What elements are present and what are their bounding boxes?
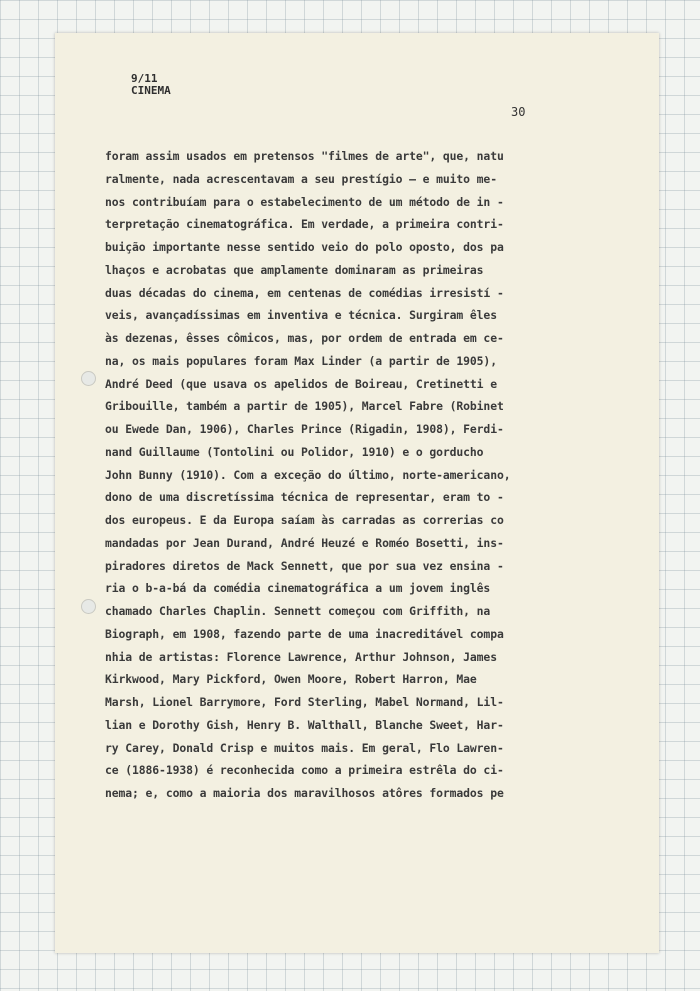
text-line: chamado Charles Chaplin. Sennett começou com Griffith, na xyxy=(105,604,491,618)
text-line: ria o b-a-bá da comédia cinematográfica a um jovem inglês xyxy=(105,581,491,596)
text-line: ce (1886-1938) é reconhecida como a primeira estrêla do ci- xyxy=(105,763,504,778)
text-line: buição importante nesse sentido veio do polo oposto, dos pa xyxy=(105,240,504,254)
text-line: Biograph, em 1908, fazendo parte de uma inacreditável compa xyxy=(105,626,504,641)
text-line: dono de uma discretíssima técnica de representar, eram to - xyxy=(105,490,504,505)
page-header xyxy=(131,73,171,97)
page-number: 30 xyxy=(511,105,526,119)
text-line: nema; e, como a maioria dos maravilhosos atôres formados pe xyxy=(105,786,504,800)
text-line: Kirkwood, Mary Pickford, Owen Moore, Robert Harron, Mae xyxy=(105,672,477,687)
header-reference: 9/11 xyxy=(131,72,158,85)
text-line: mandadas por Jean Durand, André Heuzé e Roméo Bosetti, ins- xyxy=(105,535,504,550)
text-line: dos europeus. E da Europa saíam às carradas as correrias co xyxy=(105,513,504,527)
text-line: nhia de artistas: Florence Lawrence, Arthur Johnson, James xyxy=(105,649,497,664)
text-line: na, os mais populares foram Max Linder (a partir de 1905), xyxy=(105,353,497,368)
text-line: foram assim usados em pretensos "filmes de arte", que, natu xyxy=(105,149,504,163)
text-line: duas décadas do cinema, em centenas de comédias irresistí - xyxy=(105,285,504,300)
typewritten-page xyxy=(55,33,659,953)
text-line: ralmente, nada acrescentavam a seu prestígio — e muito me- xyxy=(105,171,497,186)
text-line: piradores diretos de Mack Sennett, que por sua vez ensina - xyxy=(105,558,504,573)
text-line: ry Carey, Donald Crisp e muitos mais. Em geral, Flo Lawren- xyxy=(105,740,504,755)
text-line: Marsh, Lionel Barrymore, Ford Sterling, Mabel Normand, Lil- xyxy=(105,695,504,709)
punch-hole-lower xyxy=(81,599,96,614)
text-line: lian e Dorothy Gish, Henry B. Walthall, Blanche Sweet, Har- xyxy=(105,717,504,732)
text-line: nand Guillaume (Tontolini ou Polidor, 1910) e o gorducho xyxy=(105,444,484,459)
text-line: John Bunny (1910). Com a exceção do último, norte-americano, xyxy=(105,467,511,482)
text-line: André Deed (que usava os apelidos de Boireau, Cretinetti e xyxy=(105,376,497,391)
text-line: veis, avançadíssimas em inventiva e técnica. Surgiram êles xyxy=(105,308,497,323)
text-line: Gribouille, também a partir de 1905), Marcel Fabre (Robinet xyxy=(105,399,504,414)
body-text xyxy=(105,145,625,805)
punch-hole-upper xyxy=(81,371,96,386)
header-section: CINEMA xyxy=(131,84,171,97)
text-line: às dezenas, êsses cômicos, mas, por ordem de entrada em ce- xyxy=(105,331,504,345)
text-line: nos contribuíam para o estabelecimento de um método de in - xyxy=(105,194,504,209)
text-line: ou Ewede Dan, 1906), Charles Prince (Rigadin, 1908), Ferdi- xyxy=(105,422,504,436)
text-line: terpretação cinematográfica. Em verdade, a primeira contri- xyxy=(105,217,504,232)
text-line: lhaços e acrobatas que amplamente dominaram as primeiras xyxy=(105,262,484,277)
